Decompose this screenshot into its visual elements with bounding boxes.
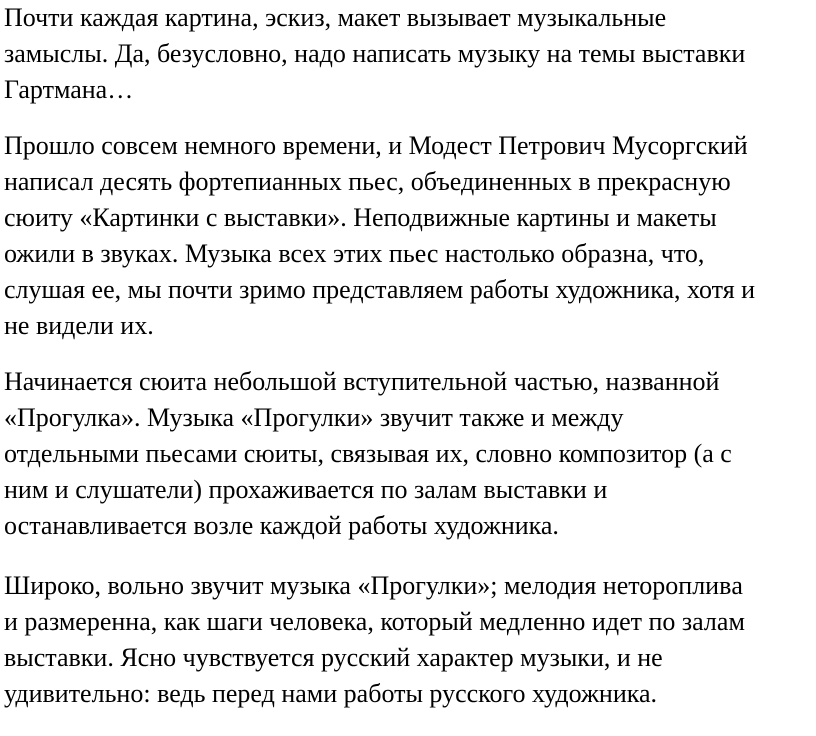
text-line: отдельными пьесами сюиты, связывая их, словно композитор (а с — [4, 439, 732, 468]
text-line: Начинается сюита небольшой вступительной частью, названной — [4, 367, 720, 396]
text-line: сюиту «Картинки с выставки». Неподвижные картины и макеты — [4, 203, 717, 232]
paragraph-2 — [4, 128, 810, 344]
text-line: Гартмана… — [4, 75, 134, 104]
text-line: и размеренна, как шаги человека, который медленно идет по залам — [4, 607, 745, 636]
paragraph-3 — [4, 364, 810, 544]
text-line: замыслы. Да, безусловно, надо написать музыку на темы выставки — [4, 39, 746, 68]
text-line: не видели их. — [4, 311, 154, 340]
paragraph-4 — [4, 568, 810, 712]
paragraph-1 — [4, 0, 810, 108]
text-line: «Прогулка». Музыка «Прогулки» звучит также и между — [4, 403, 624, 432]
text-line: ним и слушатели) прохаживается по залам выставки и — [4, 475, 608, 504]
text-line: написал десять фортепианных пьес, объединенных в прекрасную — [4, 167, 731, 196]
text-line: выставки. Ясно чувствуется русский характер музыки, и не — [4, 643, 663, 672]
text-line: Широко, вольно звучит музыка «Прогулки»; мелодия неторопливa — [4, 571, 743, 600]
text-line: Прошло совсем немного времени, и Модест Петрович Мусоргский — [4, 131, 748, 160]
text-line: останавливается возле каждой работы художника. — [4, 511, 559, 540]
text-line: Почти каждая картина, эскиз, макет вызывает музыкальные — [4, 3, 667, 32]
text-line: ожили в звуках. Музыка всех этих пьес настолько образна, что, — [4, 239, 705, 268]
text-line: слушая ее, мы почти зримо представляем работы художника, хотя и — [4, 275, 756, 304]
text-line: удивительно: ведь перед нами работы русского художника. — [4, 679, 658, 708]
